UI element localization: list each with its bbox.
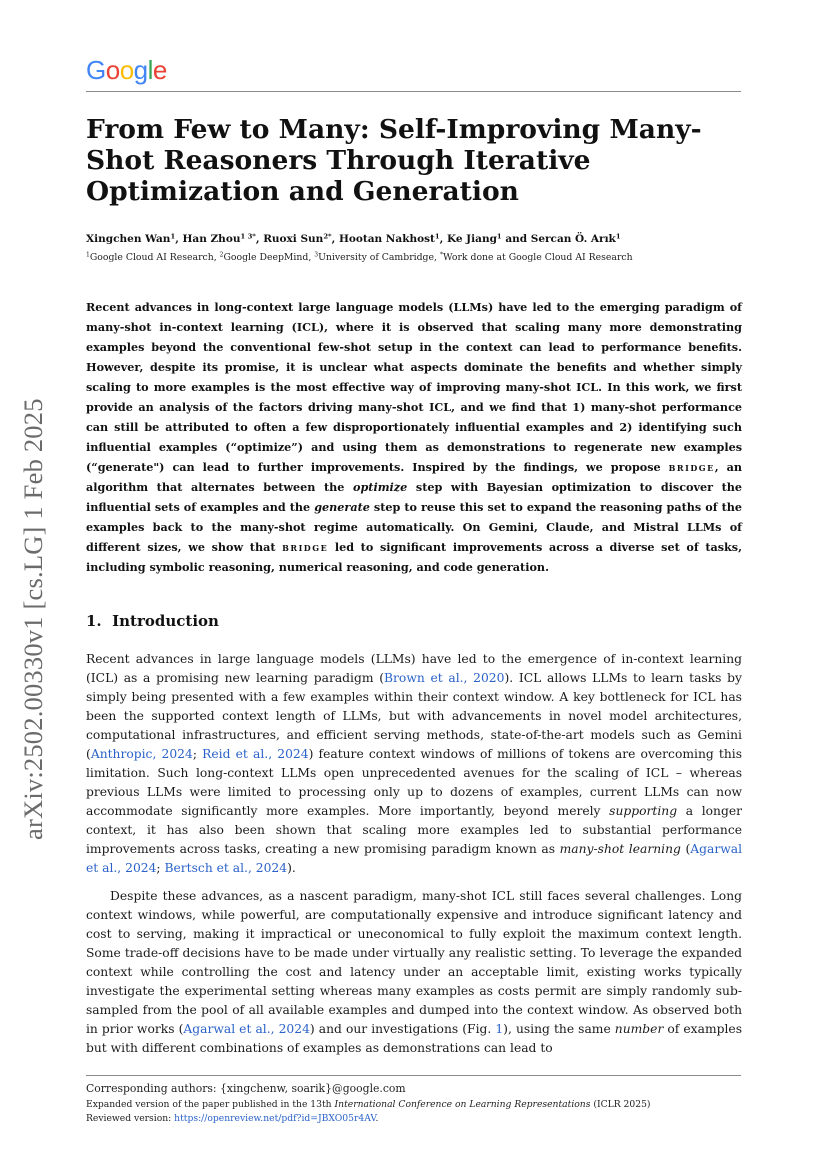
logo-letter: e bbox=[152, 55, 167, 85]
author-conjunction: and bbox=[505, 233, 528, 245]
author-name: Han Zhou bbox=[182, 233, 241, 245]
author-name: Hootan Nakhost bbox=[338, 233, 435, 245]
reviewed-version-note: Reviewed version: https://openreview.net/pdf?id=JBXO05r4AV. bbox=[86, 1113, 379, 1124]
author-name: Ruoxi Sun bbox=[263, 233, 324, 245]
affil-mark: 3 bbox=[314, 251, 319, 259]
footer-divider bbox=[86, 1075, 741, 1076]
citation-link[interactable]: Anthropic, 2024 bbox=[90, 747, 193, 761]
author-affil-mark: 1 3* bbox=[240, 232, 256, 241]
author-list: Xingchen Wan$^1$, Han Zhou$^{1 3*}$, Ruoxi Sun$^{2*}$, Hootan Nakhost$^1$, Ke Jiang$^1$ and Sercan Ö. Arık$^1$ bbox=[86, 232, 621, 245]
affil-text: Work done at Google Cloud AI Research bbox=[442, 252, 633, 263]
header-divider bbox=[86, 91, 741, 92]
citation-link[interactable]: Brown et al., 2020 bbox=[384, 671, 505, 685]
expanded-version-note: Expanded version of the paper published in the 13th International Conference on Learning Representations (ICLR 2025) bbox=[86, 1099, 651, 1110]
affil-mark: 1 bbox=[86, 251, 90, 259]
affil-mark: 2 bbox=[219, 251, 224, 259]
google-logo bbox=[86, 55, 167, 86]
author-affil-mark: 1 bbox=[496, 232, 502, 241]
logo-letter: G bbox=[86, 55, 106, 85]
figure-reference-link[interactable]: 1 bbox=[495, 1022, 504, 1036]
logo-letter: g bbox=[133, 55, 148, 85]
affil-text: University of Cambridge, bbox=[318, 252, 440, 263]
author-affil-mark: 1 bbox=[615, 232, 621, 241]
affil-text: Google DeepMind, bbox=[223, 252, 315, 263]
author-name: Ke Jiang bbox=[446, 233, 497, 245]
author-affil-mark: 1 bbox=[170, 232, 176, 241]
citation-link[interactable]: Bertsch et al., 2024 bbox=[164, 861, 288, 875]
author-name: Sercan Ö. Arık bbox=[530, 233, 616, 245]
author-affil-mark: 1 bbox=[434, 232, 440, 241]
corresponding-authors: Corresponding authors: {xingchenw, soarik}@google.com bbox=[86, 1082, 406, 1095]
logo-letter: o bbox=[119, 55, 134, 85]
method-name: bridge bbox=[282, 540, 329, 554]
logo-letter: o bbox=[105, 55, 120, 85]
affiliations bbox=[86, 252, 746, 263]
abstract: Recent advances in long-context large language models (LLMs) have led to the emerging paradigm of many-shot in-context learning (ICL), where it is observed that scaling many more demonstrating examples beyond the conventional few-shot setup in the context can lead to performance benefits. However, despite its promise, it is unclear what aspects dominate the benefits and whether simply scaling to more examples is the most effective way of improving many-shot ICL. In this work, we first provide an analysis of the factors driving many-shot ICL, and we find that 1) many-shot performance can still be attributed to often a few disproportionately influential examples and 2) identifying such influential examples (“optimize”) and using them as demonstrations to regenerate new examples (“generate") can lead to further improvements. Inspired by the findings, we propose bridge, an algorithm that alternates between the optimize step with Bayesian optimization to discover the influential sets of examples and the generate step to reuse this set to expand the reasoning paths of the examples back to the many-shot regime automatically. On Gemini, Claude, and Mistral LLMs of different sizes, we show that bridge led to significant improvements across a diverse set of tasks, including symbolic reasoning, numerical reasoning, and code generation. bbox=[86, 300, 743, 574]
affil-text: Google Cloud AI Research, bbox=[89, 252, 220, 263]
affil-mark: * bbox=[439, 251, 443, 259]
intro-paragraph-1: Recent advances in large language models (LLMs) have led to the emergence of in-context learning (ICL) as a promising new learning paradigm (Brown et al., 2020). ICL allows LLMs to learn tasks by simply being presented with a few examples within their context window. A key bottleneck for ICL has been the supported context length of LLMs, but with advancements in novel model architectures, computational infrastructures, and efficient serving methods, state-of-the-art models such as Gemini (Anthropic, 2024; Reid et al., 2024) feature context windows of millions of tokens are overcoming this limitation. Such long-context LLMs open unprecedented avenues for the scaling of ICL – whereas previous LLMs were limited to processing only up to dozens of examples, current LLMs can now accommodate significantly more examples. More importantly, beyond merely supporting a longer context, it has also been shown that scaling more examples led to substantial performance improvements across tasks, creating a new promising paradigm known as many-shot learning (Agarwal et al., 2024; Bertsch et al., 2024). bbox=[86, 652, 743, 875]
author-name: Xingchen Wan bbox=[86, 233, 171, 245]
logo-letter: l bbox=[147, 55, 153, 85]
paper-title: From Few to Many: Self-Improving Many-Shot Reasoners Through Iterative Optimization and Generation bbox=[86, 114, 702, 207]
citation-link[interactable]: Agarwal et al., 2024 bbox=[183, 1022, 310, 1036]
citation-link[interactable]: Reid et al., 2024 bbox=[202, 747, 309, 761]
arxiv-sidebar-stamp: arXiv:2502.00330v1 [cs.LG] 1 Feb 2025 bbox=[18, 398, 48, 840]
author-affil-mark: 2* bbox=[323, 232, 332, 241]
method-name: bridge bbox=[668, 460, 715, 474]
intro-paragraph-2: Despite these advances, as a nascent paradigm, many-shot ICL still faces several challenges. Long context windows, while powerful, are computationally expensive and introduce significant latency and cost to serving, making it impractical or uneconomical to fully exploit the maximum context length. Some trade-off decisions have to be made under virtually any realistic setting. To leverage the expanded context while controlling the cost and latency under an acceptable limit, existing works typically investigate the experimental setting whereas many examples as costs permit are simply randomly sub-sampled from the pool of all available examples and dumped into the context window. As observed both in prior works (Agarwal et al., 2024) and our investigations (Fig. 1), using the same number of examples but with different combinations of examples as demonstrations can lead to bbox=[86, 889, 742, 1055]
openreview-link[interactable]: https://openreview.net/pdf?id=JBXO05r4AV bbox=[174, 1113, 376, 1124]
section-heading-introduction: 1. Introduction bbox=[86, 612, 219, 630]
citation-link[interactable]: Agarwal et al., 2024 bbox=[86, 842, 743, 875]
